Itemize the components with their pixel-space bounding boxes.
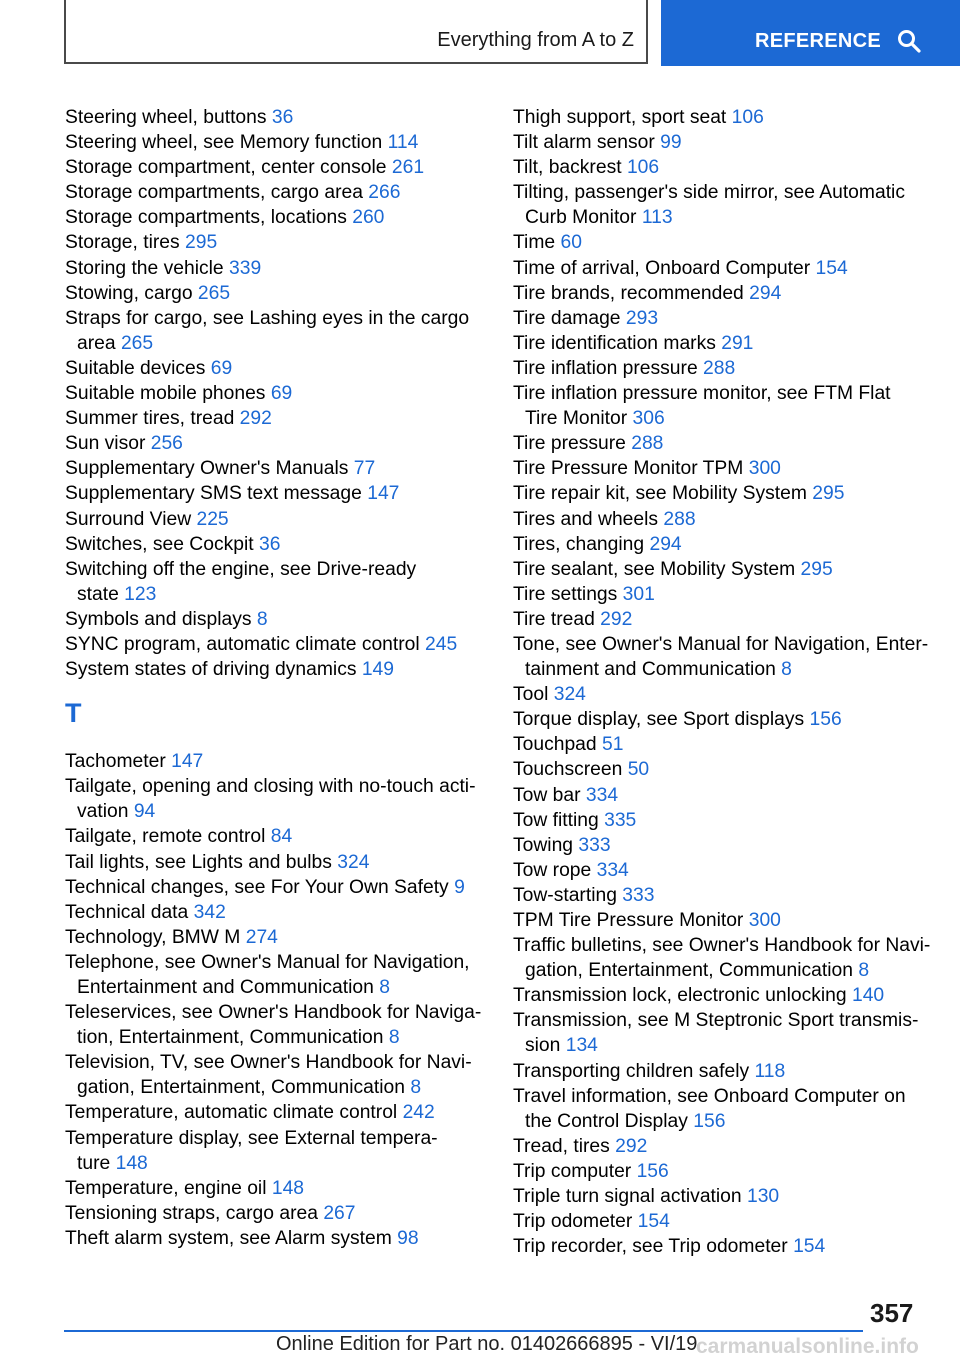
index-entry-term: Technical changes, see For Your Own Safety: [65, 876, 455, 898]
page-link[interactable]: 292: [615, 1135, 648, 1157]
index-entry: [513, 1134, 933, 1159]
page-link[interactable]: 342: [193, 901, 226, 923]
index-entry-term: Television, TV, see Owner's Handbook for Navi-: [65, 1052, 472, 1074]
index-entry-term: Tire damage: [513, 307, 626, 329]
index-entry: [65, 507, 477, 532]
index-entry: [65, 850, 477, 875]
index-entry-term: Tilt alarm sensor: [513, 132, 661, 154]
page-link[interactable]: 288: [703, 357, 736, 379]
page-link[interactable]: 288: [663, 508, 696, 530]
index-entry-term-continued: gation, Entertainment, Communication: [525, 960, 859, 982]
page-link[interactable]: 267: [323, 1202, 356, 1224]
page-link[interactable]: 8: [379, 977, 390, 998]
page-link[interactable]: 106: [626, 157, 660, 179]
page-link[interactable]: 294: [749, 282, 782, 304]
index-entry-term: Sun visor: [65, 433, 151, 455]
index-entry: [65, 657, 477, 682]
index-entry: [65, 1050, 477, 1100]
index-entry: [65, 1000, 482, 1050]
page-link[interactable]: 149: [361, 659, 394, 681]
page-link[interactable]: 294: [649, 533, 682, 555]
page-link[interactable]: 265: [197, 282, 231, 304]
page-link[interactable]: 148: [115, 1152, 148, 1174]
index-entry-term: Technology, BMW M: [65, 926, 246, 948]
index-entry: [513, 230, 933, 255]
watermark: carmanualsonline.info: [696, 1335, 919, 1358]
page-link[interactable]: 324: [337, 851, 370, 873]
index-entry-term-continued: gation, Entertainment, Communication: [77, 1077, 411, 1099]
index-entry: [65, 557, 477, 607]
index-entry-term: TPM Tire Pressure Monitor: [513, 910, 749, 931]
index-entry-term: Storage compartment, center console: [65, 157, 392, 179]
index-entry-term: Telephone, see Owner's Manual for Navigation,: [65, 951, 470, 973]
index-entry-term: Summer tires, tread: [65, 408, 240, 430]
page-link[interactable]: 113: [641, 207, 673, 229]
index-entry: [513, 507, 933, 532]
index-entry-term: Tow rope: [513, 859, 597, 881]
page-link[interactable]: 295: [812, 483, 845, 505]
index-entry: [513, 381, 933, 431]
search-icon[interactable]: [897, 29, 921, 53]
index-entry-term-continued: ture: [77, 1152, 116, 1174]
index-entry: [65, 632, 477, 657]
page-link[interactable]: 291: [721, 332, 754, 354]
index-entries-t: [65, 749, 482, 1251]
index-entry: [65, 481, 477, 506]
index-entry-term: Storage compartments, locations: [65, 207, 353, 229]
page-link[interactable]: 242: [402, 1102, 435, 1124]
index-entry-term: Triple turn signal activation: [513, 1186, 747, 1208]
page-link[interactable]: 339: [229, 257, 262, 279]
index-entry: [513, 180, 933, 230]
index-entry: [513, 155, 933, 180]
index-entry-term: Technical data: [65, 901, 194, 923]
page-link[interactable]: 94: [133, 801, 156, 823]
index-column-right: [513, 105, 933, 1259]
page-link[interactable]: 256: [150, 433, 183, 455]
index-entry-term: Tailgate, remote control: [65, 826, 271, 848]
index-entry: [513, 356, 933, 381]
index-entry-term-continued: tion, Entertainment, Communication: [77, 1027, 389, 1049]
page-link[interactable]: 334: [585, 784, 619, 806]
index-entry-term-continued: vation: [77, 801, 134, 823]
index-entry: [65, 406, 477, 431]
footer-edition: Online Edition for Part no. 01402666895 - VI/19: [276, 1333, 698, 1355]
index-entry-term: Surround View: [65, 508, 197, 530]
page-link[interactable]: 60: [560, 232, 582, 254]
index-entry: [513, 130, 933, 155]
page-link[interactable]: 36: [258, 533, 281, 555]
page-link[interactable]: 292: [239, 408, 272, 430]
page-link[interactable]: 123: [124, 583, 157, 605]
page-link[interactable]: 50: [627, 759, 650, 781]
index-entry: [65, 875, 477, 900]
index-entry: [513, 331, 933, 356]
index-entry: [65, 925, 477, 950]
page-link[interactable]: 154: [637, 1211, 670, 1233]
index-entry-term: Tow-starting: [513, 884, 623, 906]
page-link[interactable]: 8: [781, 659, 792, 681]
index-entry-term: Steering wheel, buttons: [65, 107, 272, 128]
index-entry-term: Temperature, engine oil: [65, 1177, 272, 1199]
page-link[interactable]: 134: [565, 1035, 598, 1057]
index-entry: [65, 205, 477, 230]
index-entry-term: System states of driving dynamics: [65, 659, 362, 681]
index-entry-term: Stowing, cargo: [65, 282, 198, 304]
page-link[interactable]: 69: [210, 357, 233, 379]
index-entry: [513, 908, 933, 933]
page-link[interactable]: 8: [858, 960, 870, 982]
index-entry: [513, 1084, 933, 1134]
index-entry-term: Time of arrival, Onboard Computer: [513, 257, 816, 279]
index-entry-term: Tires and wheels: [513, 508, 664, 530]
index-entry-term-continued: area: [77, 332, 121, 354]
index-entry-term: Travel information, see Onboard Computer on: [513, 1085, 906, 1107]
page-link[interactable]: 245: [425, 633, 458, 655]
page-link[interactable]: 84: [270, 826, 293, 848]
page-link[interactable]: 99: [660, 132, 682, 154]
index-entry-term: SYNC program, automatic climate control: [65, 633, 426, 655]
index-entry-term-continued: state: [77, 583, 125, 605]
index-entry-term: Tail lights, see Lights and bulbs: [65, 851, 338, 873]
index-entry: [513, 808, 933, 833]
page-link[interactable]: 300: [748, 910, 781, 931]
page-link[interactable]: 225: [196, 508, 229, 530]
index-entry-term: Theft alarm system, see Alarm system: [65, 1227, 398, 1249]
page-link[interactable]: 9: [454, 876, 465, 898]
index-entry: [513, 607, 933, 632]
index-entry: [65, 281, 477, 306]
header-title-box: [64, 0, 648, 64]
index-entry-term: Tow bar: [513, 784, 586, 806]
index-entry-term: Time: [513, 232, 561, 254]
index-entry: [513, 431, 933, 456]
page-link[interactable]: 106: [731, 107, 764, 128]
page-link[interactable]: 154: [815, 257, 848, 279]
index-entry: [65, 1126, 477, 1176]
index-entry-term: Storage, tires: [65, 232, 186, 254]
page-link[interactable]: 293: [625, 307, 659, 329]
index-entry: [513, 983, 933, 1008]
index-entry-term: Transmission, see M Steptronic Sport transmis-: [513, 1010, 919, 1032]
index-entry-term: Trip computer: [513, 1160, 637, 1182]
index-entry-term: Supplementary SMS text message: [65, 483, 368, 505]
index-entry: [65, 607, 477, 632]
index-entry: [65, 532, 477, 557]
index-entry-term: Tilt, backrest: [513, 157, 627, 179]
index-entry: [65, 1100, 477, 1125]
index-entry-term: Tensioning straps, cargo area: [65, 1202, 324, 1224]
index-entry-term: Tire Pressure Monitor TPM: [513, 458, 749, 480]
index-entry: [65, 230, 477, 255]
index-entry: [513, 256, 933, 281]
index-entry: [513, 883, 933, 908]
index-entry-term: Symbols and displays: [65, 608, 257, 630]
index-entry: [513, 757, 933, 782]
index-entry: [513, 557, 933, 582]
index-entry-term: Trip odometer: [513, 1211, 638, 1233]
page-number: 357: [870, 1298, 914, 1328]
index-entry-term: Torque display, see Sport displays: [513, 709, 810, 731]
index-entry-term: Temperature, automatic climate control: [65, 1102, 403, 1124]
index-entry: [65, 1176, 477, 1201]
index-entry: [513, 1008, 933, 1058]
index-entry: [513, 632, 933, 682]
index-entry: [513, 1059, 933, 1084]
index-entry: [65, 306, 477, 356]
index-entry: [65, 155, 477, 180]
index-entry: [513, 481, 933, 506]
page-link[interactable]: 156: [809, 709, 842, 731]
page-link[interactable]: 334: [596, 859, 629, 881]
page-link[interactable]: 333: [578, 834, 611, 856]
index-entry: [513, 582, 933, 607]
page-link[interactable]: 147: [171, 751, 204, 773]
index-entry-term: Thigh support, sport seat: [513, 107, 732, 128]
index-entry: [513, 1184, 933, 1209]
index-entry-term-continued: the Control Display: [525, 1110, 694, 1132]
footer-divider: [64, 1330, 863, 1332]
index-entry: [65, 431, 477, 456]
index-entry-term: Traffic bulletins, see Owner's Handbook for Navi-: [513, 935, 931, 957]
index-entry-term-continued: Entertainment and Communication: [77, 977, 380, 998]
index-entry: [65, 824, 477, 849]
header-section-label: REFERENCE: [755, 30, 882, 52]
index-entry: [65, 256, 477, 281]
index-entry: [513, 933, 933, 983]
index-entry: [65, 749, 477, 774]
index-entry: [513, 456, 933, 481]
index-entry-term-continued: Curb Monitor: [525, 207, 642, 229]
index-entry: [513, 682, 933, 707]
page-link[interactable]: 265: [120, 332, 154, 354]
index-entry-term: Suitable devices: [65, 357, 211, 379]
page-link[interactable]: 324: [553, 684, 586, 706]
page-link[interactable]: 147: [367, 483, 400, 505]
page-link[interactable]: 114: [387, 132, 419, 154]
index-entry-term: Suitable mobile phones: [65, 383, 271, 405]
index-entry-term: Temperature display, see External tempera-: [65, 1127, 438, 1149]
index-entry: [65, 456, 477, 481]
page-link[interactable]: 288: [631, 433, 664, 455]
page-link[interactable]: 260: [352, 207, 385, 229]
page-link[interactable]: 295: [185, 232, 218, 254]
index-entry-term: Tire inflation pressure monitor, see FTM Flat: [513, 383, 891, 405]
page-link[interactable]: 335: [604, 809, 637, 831]
index-entry: [513, 1234, 933, 1259]
index-entry: [513, 1159, 933, 1184]
page-link[interactable]: 77: [353, 458, 376, 480]
page-link[interactable]: 51: [601, 734, 624, 756]
index-entry: [65, 356, 477, 381]
index-entry-term: Tone, see Owner's Manual for Navigation, Enter-: [513, 633, 929, 655]
page-link[interactable]: 295: [800, 558, 833, 580]
index-entry: [513, 732, 933, 757]
section-letter: T: [65, 698, 82, 729]
index-entry-term: Straps for cargo, see Lashing eyes in the cargo: [65, 307, 470, 329]
page-link[interactable]: 8: [410, 1077, 422, 1099]
index-entry-term: Tread, tires: [513, 1135, 616, 1157]
index-entry: [65, 950, 477, 1000]
index-entry-term: Supplementary Owner's Manuals: [65, 458, 354, 480]
index-entry-term: Tire sealant, see Mobility System: [513, 558, 801, 580]
index-entry: [65, 105, 477, 130]
index-entry-term: Touchpad: [513, 734, 602, 756]
index-entry-term: Tire inflation pressure: [513, 357, 704, 379]
index-entry-term-continued: tainment and Communication: [525, 659, 782, 681]
page-link[interactable]: 274: [245, 926, 278, 948]
index-entry-term: Tow fitting: [513, 809, 605, 831]
index-entry: [513, 105, 933, 130]
index-entry-term: Tailgate, opening and closing with no-touch acti-: [65, 776, 476, 798]
page-link[interactable]: 156: [693, 1110, 726, 1132]
page-link[interactable]: 118: [754, 1060, 786, 1082]
index-entry-term: Tire settings: [513, 583, 623, 605]
page-link[interactable]: 36: [271, 107, 294, 128]
page-link[interactable]: 98: [397, 1227, 419, 1249]
page-link[interactable]: 300: [748, 458, 781, 480]
index-entry-term-continued: Tire Monitor: [525, 408, 633, 430]
index-entry: [513, 281, 933, 306]
header-section-tab[interactable]: [661, 0, 960, 66]
index-entry-term: Tire pressure: [513, 433, 632, 455]
index-entry: [65, 130, 477, 155]
index-entry-term: Tire identification marks: [513, 332, 722, 354]
index-entry-term: Touchscreen: [513, 759, 628, 781]
header-title: Everything from A to Z: [437, 29, 634, 51]
page-link[interactable]: 301: [622, 583, 655, 605]
page-link[interactable]: 148: [271, 1177, 305, 1199]
index-entry: [513, 1209, 933, 1234]
page-link[interactable]: 130: [746, 1186, 780, 1208]
index-entry-term: Towing: [513, 834, 579, 856]
page-link[interactable]: 140: [851, 985, 885, 1007]
index-entry: [65, 900, 477, 925]
index-entry: [65, 381, 477, 406]
index-entry-term-continued: sion: [525, 1035, 566, 1057]
index-entry: [513, 707, 933, 732]
index-entry: [513, 858, 933, 883]
index-entry-term: Tachometer: [65, 751, 172, 773]
index-entry: [65, 180, 477, 205]
index-entry-term: Trip recorder, see Trip odometer: [513, 1236, 794, 1258]
page-link[interactable]: 333: [622, 884, 655, 906]
index-entry-term: Tire brands, recommended: [513, 282, 750, 304]
index-entry-term: Tires, changing: [513, 533, 650, 555]
index-entry-term: Transporting children safely: [513, 1060, 755, 1082]
index-entry: [513, 532, 933, 557]
index-entry-term: Transmission lock, electronic unlocking: [513, 985, 852, 1007]
index-entry-term: Steering wheel, see Memory function: [65, 132, 388, 154]
index-entry: [65, 1226, 477, 1251]
index-entries-t-continued: [513, 105, 933, 1259]
index-entry-term: Tool: [513, 684, 554, 706]
index-entries-s: [65, 105, 477, 682]
index-entry: [513, 306, 933, 331]
page-link[interactable]: 8: [388, 1027, 400, 1049]
index-entry-term: Storage compartments, cargo area: [65, 182, 369, 204]
index-entry-term: Switches, see Cockpit: [65, 533, 259, 555]
page-link[interactable]: 306: [632, 408, 665, 430]
index-entry-term: Switching off the engine, see Drive-ready: [65, 558, 417, 580]
page-link[interactable]: 154: [793, 1236, 826, 1258]
index-entry-term: Tire repair kit, see Mobility System: [513, 483, 813, 505]
page-link[interactable]: 292: [600, 608, 633, 630]
index-entry: [513, 783, 933, 808]
index-entry-term: Teleservices, see Owner's Handbook for Naviga-: [65, 1002, 482, 1024]
index-entry-term: Tilting, passenger's side mirror, see Automatic: [513, 182, 905, 204]
index-entry: [65, 774, 477, 824]
index-column-left: [65, 105, 482, 1251]
page-link[interactable]: 266: [368, 182, 401, 204]
page-link[interactable]: 156: [636, 1160, 669, 1182]
page-link[interactable]: 8: [256, 608, 268, 630]
index-entry: [65, 1201, 477, 1226]
page-link[interactable]: 69: [270, 383, 293, 405]
index-entry-term: Tire tread: [513, 608, 601, 630]
page-link[interactable]: 261: [391, 157, 425, 179]
index-entry-term: Storing the vehicle: [65, 257, 229, 279]
index-entry: [513, 833, 933, 858]
